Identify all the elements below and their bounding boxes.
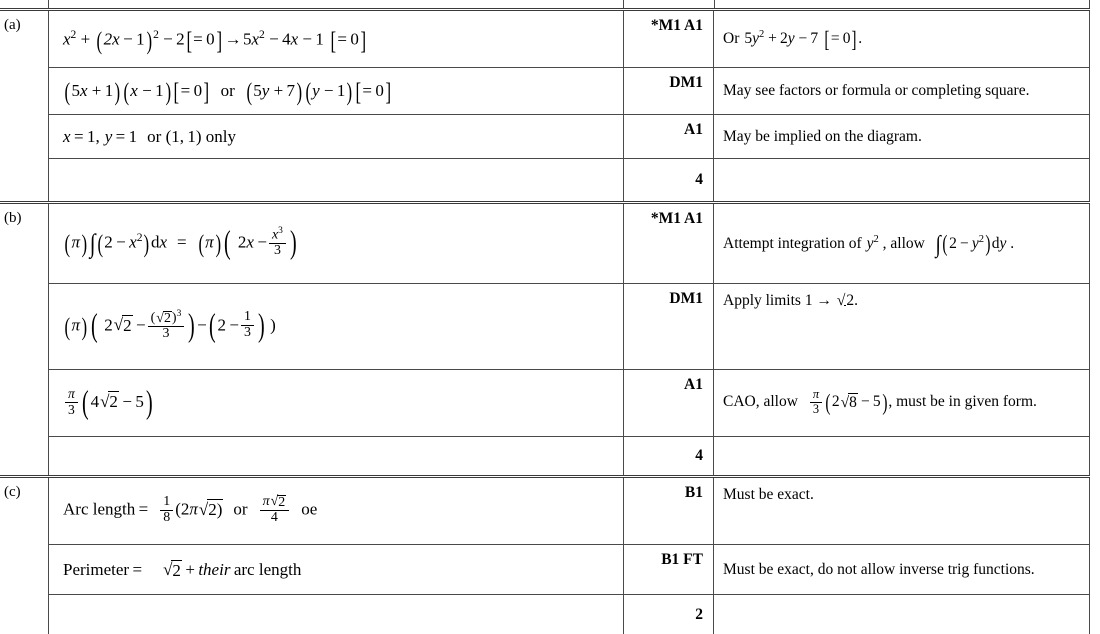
math-expression: Perimeter = √2 + their arc length: [63, 560, 302, 580]
math-expression: (5x + 1) (x − 1) [= 0] or (5y + 7) (y − 1) [= 0]: [64, 77, 391, 107]
stub-label-cell: [0, 0, 48, 8]
working-cell: [49, 437, 623, 475]
table-row: [49, 159, 1090, 201]
mark-cell: DM1: [623, 284, 713, 369]
working-cell: [49, 68, 623, 114]
math-expression: $x^2 + (2x - 1)^2 - 2[= 0]$ → $5x^2 - 4x - 1$ [= 0]: [63, 25, 366, 55]
part-b: [0, 204, 1090, 478]
part-label-c: (c): [4, 484, 21, 500]
math-expression: $\frac{\pi}{3}$ ( 4√2 − 5): [63, 388, 155, 418]
comment-cell: [713, 595, 1090, 634]
comment-text: Apply limits 1 → √2.: [723, 292, 858, 309]
mark-cell: *M1 A1: [623, 204, 713, 283]
table-row: [49, 115, 1090, 159]
mark-cell: DM1: [623, 68, 713, 114]
comment-cell: [713, 478, 1090, 544]
comment-cell: [713, 370, 1090, 436]
working-cell: [49, 159, 623, 201]
math-expression: (π) ( 2√2 − $\frac{(√2)^3}{3}$ ) −( 2 − $\frac{1}{3}$ ) ): [64, 307, 276, 344]
table-row: [49, 437, 1090, 475]
table-row: [49, 595, 1090, 634]
comment-cell: Must be exact, do not allow inverse trig functions.: [713, 545, 1090, 594]
table-row: [49, 370, 1090, 437]
comment-text: Or $5y^2 + 2y - 7$ [= 0].: [723, 26, 863, 53]
comment-cell: May be implied on the diagram.: [713, 115, 1090, 158]
working-cell: [49, 370, 623, 436]
comment-cell: [713, 159, 1090, 201]
comment-cell: May see factors or formula or completing square.: [713, 68, 1090, 114]
part-a-rows: [48, 11, 1090, 201]
mark-total-cell: 4: [623, 437, 713, 475]
comment-cell: [713, 284, 1090, 369]
table-top-stub: [0, 0, 1090, 8]
working-cell: [49, 284, 623, 369]
table-row: [49, 545, 1090, 595]
table-row: [49, 11, 1090, 68]
math-expression: Arc length = $\frac{1}{8}$ (2π√2) or $\frac{\pi√2}{4}$ oe: [63, 493, 318, 525]
table-row: [49, 478, 1090, 545]
math-expression: x = 1, y = 1 or (1, 1) only: [63, 126, 237, 146]
comment-text: Attempt integration of $y^2$ , allow $\int(2 - y^2)dy$ .: [723, 231, 1015, 258]
stub-working-cell: [49, 0, 623, 8]
part-c-rows: [48, 478, 1090, 634]
comment-cell: [713, 204, 1090, 283]
table-row: [49, 204, 1090, 284]
working-cell: [49, 478, 623, 544]
table-row: [49, 68, 1090, 115]
comment-text: CAO, allow $\frac{\pi}{3}$ (2√8 − 5), must be in given form.: [723, 387, 1037, 416]
mark-cell: *M1 A1: [623, 11, 713, 67]
working-cell: [49, 115, 623, 158]
mark-cell: B1: [623, 478, 713, 544]
part-c: [0, 478, 1090, 634]
mark-cell: A1: [623, 370, 713, 436]
mark-total-cell: 2: [623, 595, 713, 634]
comment-cell: [713, 11, 1090, 67]
stub-mark-cell: [623, 0, 714, 8]
comment-text: Must be exact.: [723, 486, 814, 503]
math-expression: $(\pi)\int(2 - x^2)dx = (\pi)$ ( 2x − $\frac{x^3}{3}$ ): [64, 224, 297, 261]
table-row: [49, 284, 1090, 370]
mark-total-cell: 4: [623, 159, 713, 201]
part-label-a: (a): [4, 17, 21, 33]
working-cell: [49, 11, 623, 67]
part-label-b: (b): [4, 210, 22, 226]
mark-cell: A1: [623, 115, 713, 158]
comment-cell: [713, 437, 1090, 475]
stub-comment-cell: [714, 0, 1089, 8]
stub-body: [48, 0, 1090, 8]
mark-cell: B1 FT: [623, 545, 713, 594]
part-b-rows: [48, 204, 1090, 475]
working-cell: [49, 595, 623, 634]
working-cell: [49, 545, 623, 594]
working-cell: [49, 204, 623, 283]
part-a: [0, 8, 1090, 204]
